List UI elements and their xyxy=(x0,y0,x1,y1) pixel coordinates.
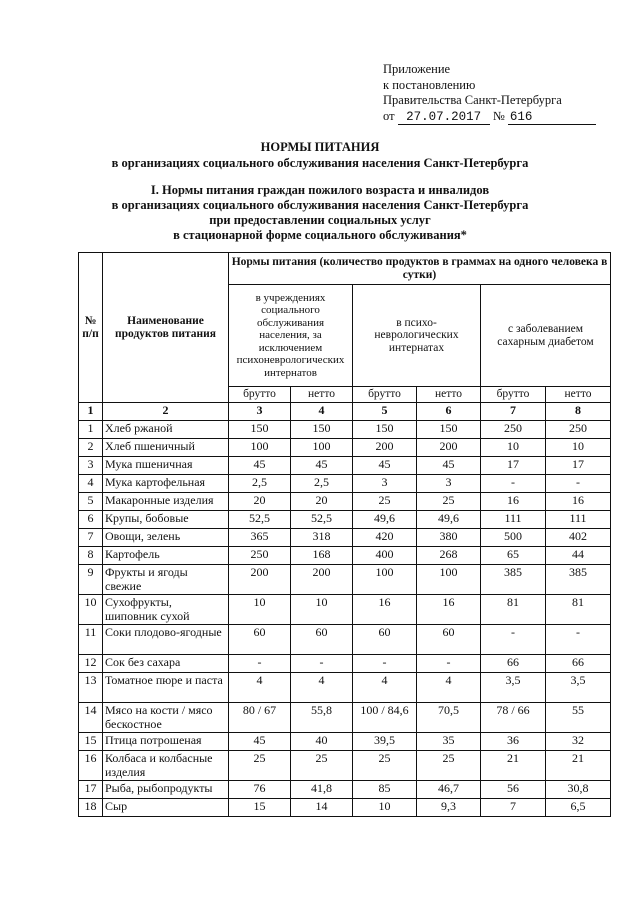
value-netto: 25 xyxy=(291,751,353,781)
value-netto: 30,8 xyxy=(546,781,611,799)
table-row xyxy=(79,421,611,439)
value-brutto: 7 xyxy=(481,799,546,817)
header-brutto: брутто xyxy=(229,387,291,403)
value-brutto: - xyxy=(353,655,417,673)
table-row xyxy=(79,625,611,655)
value-netto: 3 xyxy=(417,475,481,493)
value-brutto: 3 xyxy=(353,475,417,493)
value-brutto: 25 xyxy=(353,751,417,781)
value-netto: 4 xyxy=(417,673,481,703)
appendix-date-line xyxy=(383,109,596,125)
value-brutto: 100 xyxy=(229,439,291,457)
product-name: Мясо на кости / мясо бескостное xyxy=(103,703,229,733)
table-row xyxy=(79,457,611,475)
header-row-number: № п/п xyxy=(79,253,103,403)
value-netto: 35 xyxy=(417,733,481,751)
value-netto: - xyxy=(291,655,353,673)
section-title-line-2: в организациях социального обслуживания населения Санкт-Петербурга xyxy=(111,198,529,212)
value-brutto: 250 xyxy=(481,421,546,439)
table-body xyxy=(79,403,611,817)
value-netto: - xyxy=(546,475,611,493)
column-index: 8 xyxy=(546,403,611,421)
header-brutto: брутто xyxy=(353,387,417,403)
value-netto: 10 xyxy=(291,595,353,625)
product-name: Хлеб ржаной xyxy=(103,421,229,439)
section-title-line-3: при предоставлении социальных услуг xyxy=(209,213,431,227)
value-brutto: 78 / 66 xyxy=(481,703,546,733)
value-brutto: 45 xyxy=(229,733,291,751)
value-netto: 70,5 xyxy=(417,703,481,733)
value-brutto: 20 xyxy=(229,493,291,511)
value-netto: 200 xyxy=(417,439,481,457)
value-brutto: 85 xyxy=(353,781,417,799)
value-netto: 49,6 xyxy=(417,511,481,529)
value-brutto: 420 xyxy=(353,529,417,547)
value-netto: 52,5 xyxy=(291,511,353,529)
row-number: 8 xyxy=(79,547,103,565)
value-brutto: 4 xyxy=(229,673,291,703)
value-netto: - xyxy=(417,655,481,673)
table-row xyxy=(79,781,611,799)
value-netto: 20 xyxy=(291,493,353,511)
value-brutto: 400 xyxy=(353,547,417,565)
doc-subtitle: в организациях социального обслуживания населения Санкт-Петербурга xyxy=(111,156,529,170)
value-brutto: 17 xyxy=(481,457,546,475)
value-netto: 46,7 xyxy=(417,781,481,799)
norms-table xyxy=(78,252,611,817)
row-number: 18 xyxy=(79,799,103,817)
value-brutto: 45 xyxy=(229,457,291,475)
appendix-number-label: № xyxy=(492,108,505,123)
table-row xyxy=(79,595,611,625)
value-brutto: 36 xyxy=(481,733,546,751)
row-number: 3 xyxy=(79,457,103,475)
value-brutto: 365 xyxy=(229,529,291,547)
value-brutto: 10 xyxy=(481,439,546,457)
value-brutto: 76 xyxy=(229,781,291,799)
value-netto: 380 xyxy=(417,529,481,547)
row-number: 5 xyxy=(79,493,103,511)
value-brutto: 4 xyxy=(353,673,417,703)
value-brutto: 25 xyxy=(229,751,291,781)
table-row xyxy=(79,547,611,565)
header-group-diabetes: с заболеванием сахарным диабетом xyxy=(481,285,611,387)
appendix-block xyxy=(383,62,596,125)
value-netto: 200 xyxy=(291,565,353,595)
value-brutto: 66 xyxy=(481,655,546,673)
value-netto: 168 xyxy=(291,547,353,565)
value-brutto: 111 xyxy=(481,511,546,529)
header-group-social-institutions: в учреждениях социального обслуживания населения, за исключением психоневрологических интернатов xyxy=(229,285,353,387)
row-number: 10 xyxy=(79,595,103,625)
value-netto: 6,5 xyxy=(546,799,611,817)
column-index: 1 xyxy=(79,403,103,421)
value-netto: 3,5 xyxy=(546,673,611,703)
value-netto: 81 xyxy=(546,595,611,625)
value-netto: 100 xyxy=(291,439,353,457)
appendix-date: 27.07.2017 xyxy=(398,111,490,125)
appendix-line-2: к постановлению xyxy=(383,77,476,92)
value-netto: 41,8 xyxy=(291,781,353,799)
value-netto: 385 xyxy=(546,565,611,595)
value-brutto: 49,6 xyxy=(353,511,417,529)
table-row xyxy=(79,475,611,493)
header-norms: Нормы питания (количество продуктов в граммах на одного человека в сутки) xyxy=(229,253,611,285)
value-brutto: 60 xyxy=(353,625,417,655)
row-number: 13 xyxy=(79,673,103,703)
row-number: 16 xyxy=(79,751,103,781)
value-netto: 268 xyxy=(417,547,481,565)
table-row xyxy=(79,673,611,703)
doc-title: НОРМЫ ПИТАНИЯ xyxy=(260,140,380,154)
value-netto: 150 xyxy=(291,421,353,439)
row-number: 4 xyxy=(79,475,103,493)
table-row xyxy=(79,493,611,511)
value-brutto: 16 xyxy=(481,493,546,511)
value-brutto: 2,5 xyxy=(229,475,291,493)
appendix-line-3: Правительства Санкт-Петербурга xyxy=(383,93,562,107)
column-index: 3 xyxy=(229,403,291,421)
value-netto: 2,5 xyxy=(291,475,353,493)
value-brutto: 15 xyxy=(229,799,291,817)
product-name: Макаронные изделия xyxy=(103,493,229,511)
value-brutto: 385 xyxy=(481,565,546,595)
value-brutto: 81 xyxy=(481,595,546,625)
value-netto: 100 xyxy=(417,565,481,595)
value-netto: 16 xyxy=(546,493,611,511)
value-netto: 25 xyxy=(417,751,481,781)
product-name: Хлеб пшеничный xyxy=(103,439,229,457)
value-netto: 150 xyxy=(417,421,481,439)
column-index: 4 xyxy=(291,403,353,421)
column-index-row xyxy=(79,403,611,421)
product-name: Крупы, бобовые xyxy=(103,511,229,529)
value-brutto: 52,5 xyxy=(229,511,291,529)
value-netto: 25 xyxy=(417,493,481,511)
row-number: 1 xyxy=(79,421,103,439)
row-number: 6 xyxy=(79,511,103,529)
product-name: Рыба, рыбопродукты xyxy=(103,781,229,799)
appendix-number: 616 xyxy=(508,111,596,125)
product-name: Соки плодово-ягодные xyxy=(103,625,229,655)
value-netto: 40 xyxy=(291,733,353,751)
value-netto: 111 xyxy=(546,511,611,529)
table-row xyxy=(79,439,611,457)
value-netto: 17 xyxy=(546,457,611,475)
value-brutto: 150 xyxy=(229,421,291,439)
table-row xyxy=(79,703,611,733)
value-netto: 21 xyxy=(546,751,611,781)
section-title-line-4: в стационарной форме социального обслуживания* xyxy=(173,228,467,242)
value-brutto: 100 / 84,6 xyxy=(353,703,417,733)
value-brutto: 250 xyxy=(229,547,291,565)
row-number: 9 xyxy=(79,565,103,595)
value-netto: 55 xyxy=(546,703,611,733)
value-netto: 402 xyxy=(546,529,611,547)
product-name: Колбаса и колбасные изделия xyxy=(103,751,229,781)
column-index: 5 xyxy=(353,403,417,421)
product-name: Сыр xyxy=(103,799,229,817)
row-number: 15 xyxy=(79,733,103,751)
product-name: Томатное пюре и паста xyxy=(103,673,229,703)
row-number: 12 xyxy=(79,655,103,673)
column-index: 7 xyxy=(481,403,546,421)
value-brutto: 21 xyxy=(481,751,546,781)
value-brutto: 200 xyxy=(353,439,417,457)
value-brutto: 100 xyxy=(353,565,417,595)
value-brutto: 200 xyxy=(229,565,291,595)
product-name: Картофель xyxy=(103,547,229,565)
value-brutto: 150 xyxy=(353,421,417,439)
value-brutto: 39,5 xyxy=(353,733,417,751)
value-brutto: 3,5 xyxy=(481,673,546,703)
value-netto: 16 xyxy=(417,595,481,625)
value-brutto: 80 / 67 xyxy=(229,703,291,733)
row-number: 14 xyxy=(79,703,103,733)
value-brutto: - xyxy=(481,475,546,493)
row-number: 2 xyxy=(79,439,103,457)
table-row xyxy=(79,529,611,547)
value-netto: 45 xyxy=(291,457,353,475)
section-title-line-1: I. Нормы питания граждан пожилого возраста и инвалидов xyxy=(150,183,490,197)
value-netto: 10 xyxy=(546,439,611,457)
header-group-psychoneuro: в психо-неврологических интернатах xyxy=(353,285,481,387)
value-netto: 9,3 xyxy=(417,799,481,817)
value-netto: 14 xyxy=(291,799,353,817)
value-brutto: 25 xyxy=(353,493,417,511)
header-netto: нетто xyxy=(417,387,481,403)
table-header xyxy=(79,253,611,403)
table-row xyxy=(79,751,611,781)
header-netto: нетто xyxy=(546,387,611,403)
appendix-from-label: от xyxy=(383,108,395,123)
product-name: Птица потрошеная xyxy=(103,733,229,751)
value-netto: 66 xyxy=(546,655,611,673)
header-netto: нетто xyxy=(291,387,353,403)
value-brutto: 10 xyxy=(353,799,417,817)
column-index: 2 xyxy=(103,403,229,421)
value-brutto: 65 xyxy=(481,547,546,565)
product-name: Овощи, зелень xyxy=(103,529,229,547)
header-product-name: Наименование продуктов питания xyxy=(103,253,229,403)
value-netto: 60 xyxy=(417,625,481,655)
product-name: Мука картофельная xyxy=(103,475,229,493)
value-brutto: 16 xyxy=(353,595,417,625)
column-index: 6 xyxy=(417,403,481,421)
value-brutto: 45 xyxy=(353,457,417,475)
appendix-line-1: Приложение xyxy=(383,62,451,76)
value-brutto: - xyxy=(229,655,291,673)
row-number: 17 xyxy=(79,781,103,799)
value-brutto: 500 xyxy=(481,529,546,547)
value-netto: 60 xyxy=(291,625,353,655)
value-netto: 4 xyxy=(291,673,353,703)
product-name: Фрукты и ягоды свежие xyxy=(103,565,229,595)
value-brutto: - xyxy=(481,625,546,655)
value-netto: 318 xyxy=(291,529,353,547)
table-row xyxy=(79,565,611,595)
value-netto: 250 xyxy=(546,421,611,439)
row-number: 7 xyxy=(79,529,103,547)
table-row xyxy=(79,655,611,673)
row-number: 11 xyxy=(79,625,103,655)
table-row xyxy=(79,511,611,529)
value-netto: 32 xyxy=(546,733,611,751)
value-brutto: 56 xyxy=(481,781,546,799)
table-row xyxy=(79,799,611,817)
product-name: Сок без сахара xyxy=(103,655,229,673)
value-brutto: 60 xyxy=(229,625,291,655)
table-row xyxy=(79,733,611,751)
value-netto: - xyxy=(546,625,611,655)
product-name: Сухофрукты, шиповник сухой xyxy=(103,595,229,625)
value-brutto: 10 xyxy=(229,595,291,625)
header-brutto: брутто xyxy=(481,387,546,403)
value-netto: 44 xyxy=(546,547,611,565)
value-netto: 55,8 xyxy=(291,703,353,733)
product-name: Мука пшеничная xyxy=(103,457,229,475)
value-netto: 45 xyxy=(417,457,481,475)
